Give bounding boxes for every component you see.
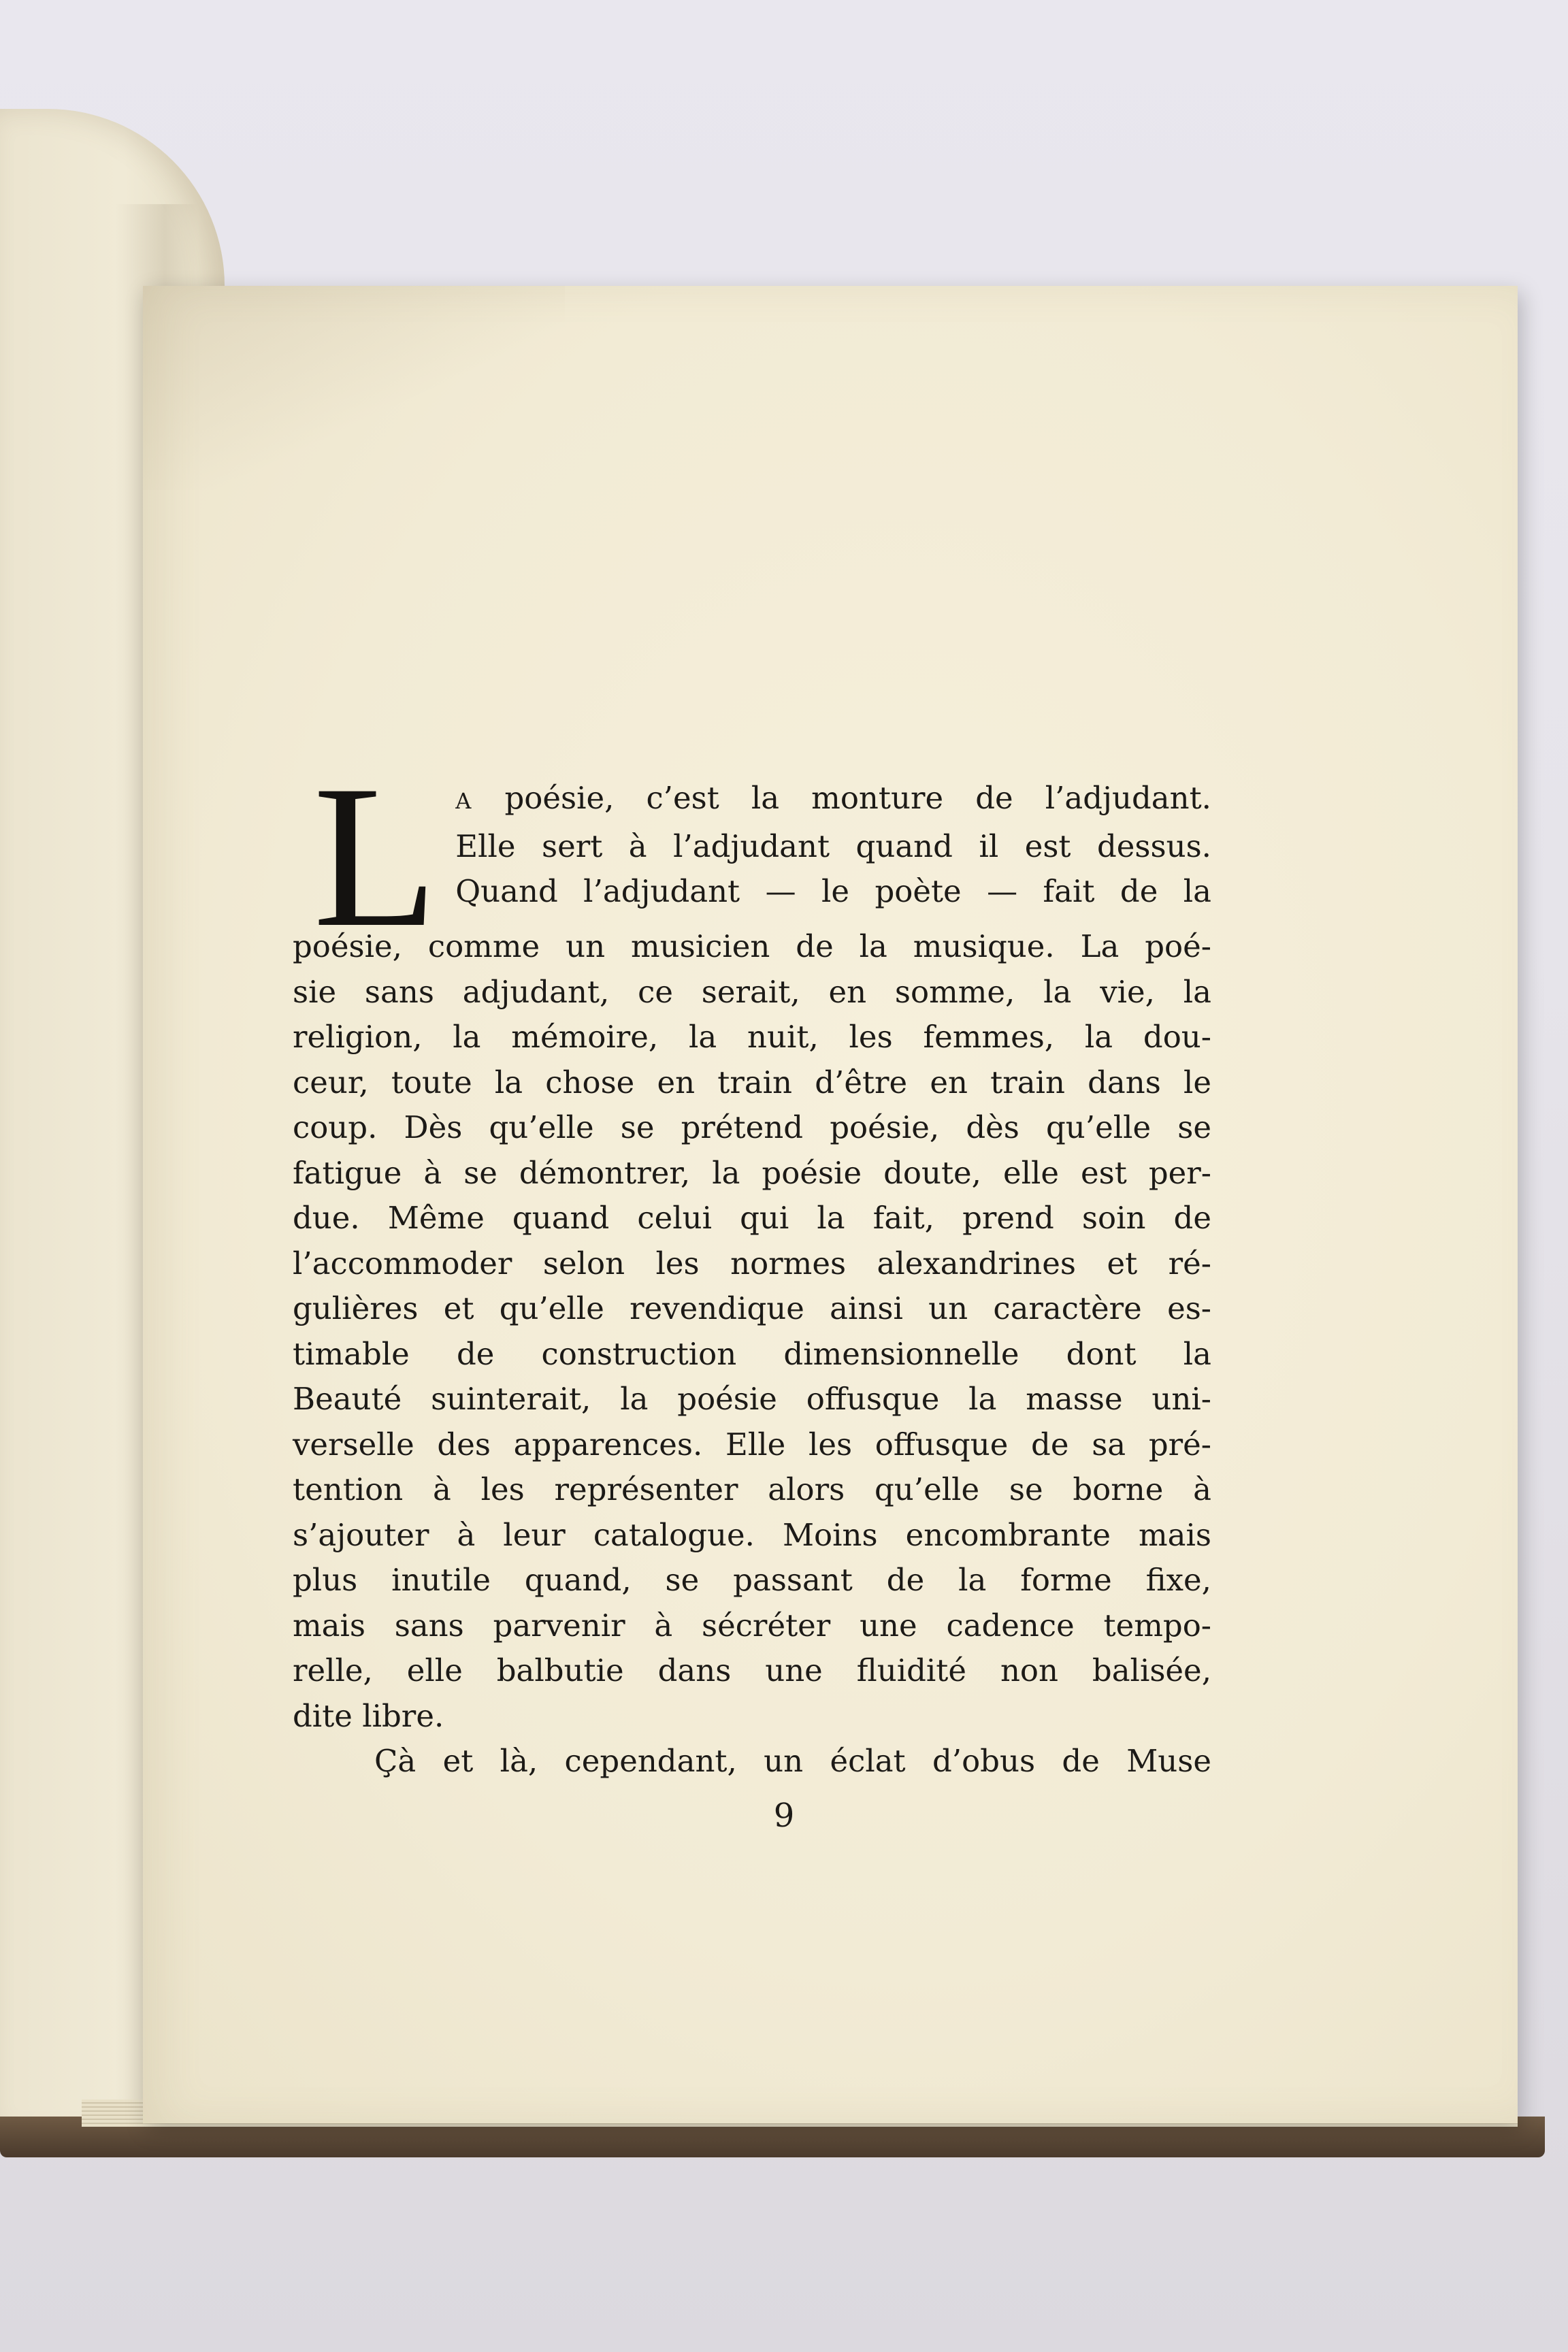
text-line-18: plus inutile quand, se passant de la forme fixe, [293, 1562, 1211, 1598]
text-line-19: mais sans parvenir à sécréter une cadence tempo- [293, 1607, 1211, 1644]
text-line-16: tention à les représenter alors qu’elle se borne à [293, 1471, 1211, 1507]
text-line-10: due. Même quand celui qui la fait, prend soin de [293, 1200, 1211, 1236]
text-line-3: Quand l’adjudant — le poète — fait de la [455, 873, 1211, 909]
small-cap: A [455, 788, 473, 814]
text-line-5: sie sans adjudant, ce serait, en somme, la vie, la [293, 973, 1211, 1010]
text-line-14: Beauté suinterait, la poésie offusque la masse uni- [293, 1381, 1211, 1417]
text-line-22: Çà et là, cependant, un éclat d’obus de Muse [374, 1743, 1211, 1779]
paragraph-2 [293, 1739, 1211, 1784]
body-text [293, 743, 1211, 1784]
text-line-20: relle, elle balbutie dans une fluidité non balisée, [293, 1652, 1211, 1688]
text-line-17: s’ajouter à leur catalogue. Moins encombrante mais [293, 1516, 1211, 1553]
text-line-15: verselle des apparences. Elle les offusque de sa pré- [293, 1426, 1211, 1463]
page-fold-shading [143, 286, 565, 490]
text-line-1-content: poésie, c’est la monture de l’adjudant. [504, 780, 1211, 816]
drop-cap: L [313, 743, 438, 969]
text-line-7: ceur, toute la chose en train d’être en train dans le [293, 1064, 1211, 1100]
text-line-21: dite libre. [293, 1697, 444, 1734]
text-line-2: Elle sert à l’adjudant quand il est dessus. [455, 828, 1211, 864]
text-line-12: gulières et qu’elle revendique ainsi un caractère es- [293, 1290, 1211, 1326]
text-line-4: poésie, comme un musicien de la musique. La poé- [293, 928, 1211, 964]
text-line-9: fatigue à se démontrer, la poésie doute, elle est per- [293, 1154, 1211, 1191]
text-line-6: religion, la mémoire, la nuit, les femmes, la dou- [293, 1019, 1211, 1055]
page-number: 9 [773, 1797, 795, 1835]
text-line-11: l’accommoder selon les normes alexandrines et ré- [293, 1245, 1211, 1281]
text-line-8: coup. Dès qu’elle se prétend poésie, dès qu’elle se [293, 1109, 1211, 1145]
text-line-13: timable de construction dimensionnelle dont la [293, 1335, 1211, 1372]
paragraph-1 [293, 743, 1211, 1739]
